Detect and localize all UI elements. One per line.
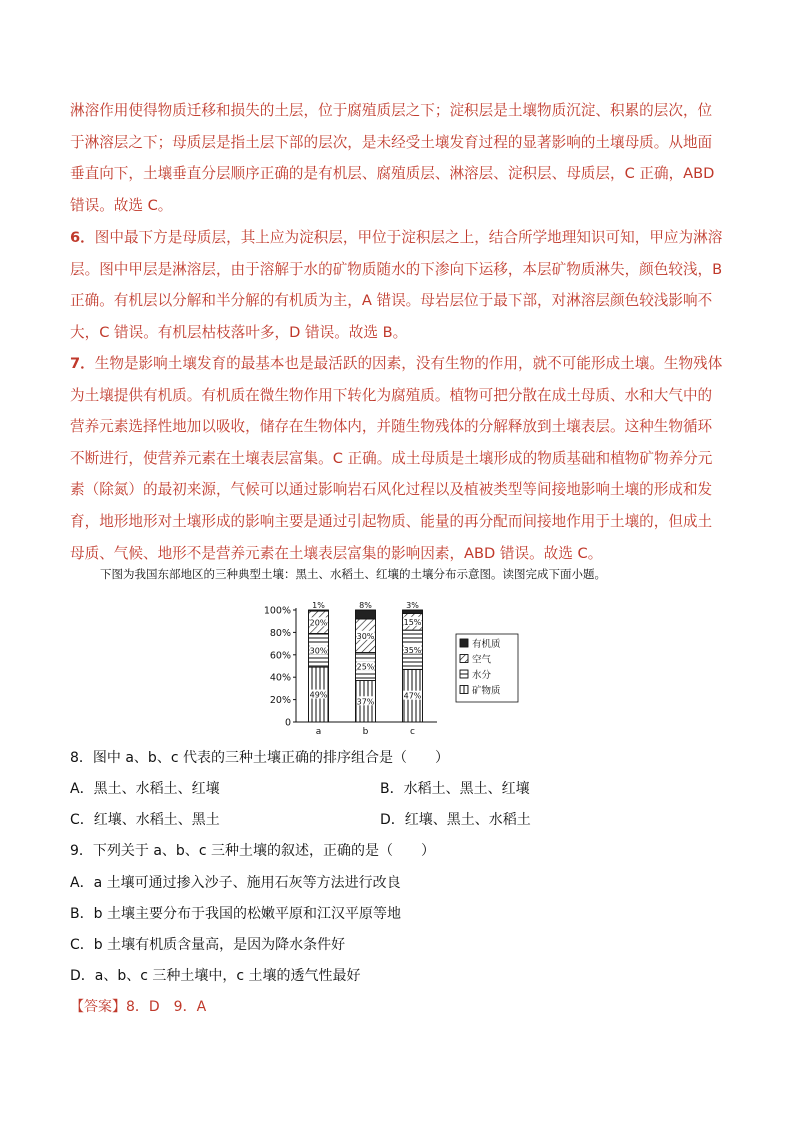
y-tick-label: 40% (269, 672, 291, 684)
question-9-stem: 9．下列关于 a、b、c 三种土壤的叙述，正确的是（ ） (70, 843, 435, 859)
y-tick-label: 60% (269, 650, 291, 662)
figure-intro: 下图为我国东部地区的三种典型土壤：黑土、水稻土、红壤的土壤分布示意图。读图完成下面小题。 (100, 567, 606, 581)
data-label: 49% (309, 690, 328, 700)
data-label: 37% (356, 697, 375, 707)
question-8-option-b[interactable]: B．水稻土、黑土、红壤 (380, 781, 530, 797)
data-label: 20% (309, 618, 328, 628)
legend-swatch (460, 670, 468, 678)
legend-swatch (460, 655, 468, 663)
data-label: 30% (356, 631, 375, 641)
legend-label: 有机质 (472, 639, 501, 650)
data-label: 15% (403, 617, 422, 627)
data-label: 25% (356, 662, 375, 672)
data-label: 47% (403, 691, 422, 701)
question-9-option-c[interactable]: C．b 土壤有机质含量高，是因为降水条件好 (70, 937, 346, 953)
explanation-6-text: 图中最下方是母质层，其上应为淀积层，甲位于淀积层之上，结合所学地理知识可知，甲应为淋溶层。图中甲层是淋溶层，由于溶解于水的矿物质随水的下渗向下运移，本层矿物质淋失，颜色较浅，B 正确。有机层以分解和半分解的有机质为主，A 错误。母岩层位于最下部，对淋溶层颜色较浅影响不大，C 错误。有机层枯枝落叶多，D 错误。故选 B。 (70, 229, 723, 341)
question-8-stem: 8．图中 a、b、c 代表的三种土壤正确的排序组合是（ ） (70, 750, 449, 766)
bar-segment (356, 610, 376, 619)
question-9-option-a[interactable]: A．a 土壤可通过掺入沙子、施用石灰等方法进行改良 (70, 875, 401, 891)
explanation-6 (70, 222, 726, 348)
x-tick-label: b (362, 727, 369, 737)
soil-composition-chart (262, 596, 524, 738)
bar-segment (309, 610, 329, 611)
data-label: 3% (406, 601, 419, 610)
legend-label: 空气 (472, 654, 492, 666)
x-tick-label: a (315, 727, 322, 737)
question-8-option-c[interactable]: C．红壤、水稻土、黑土 (70, 812, 220, 828)
explanation-7 (70, 348, 726, 569)
legend-swatch (460, 686, 468, 694)
x-tick-label: c (410, 727, 415, 737)
y-tick-label: 80% (269, 627, 291, 639)
explanation-5-continued: 淋溶作用使得物质迁移和损失的土层，位于腐殖质层之下；淀积层是土壤物质沉淀、积累的层次，位于淋溶层之下；母质层是指土层下部的层次，是未经受土壤发育过程的显著影响的土壤母质。从地面垂直向下，土壤垂直分层顺序正确的是有机层、腐殖质层、淋溶层、淀积层、母质层，C 正确，ABD 错误。故选 C。 (70, 102, 715, 214)
y-tick-label: 0 (284, 717, 291, 729)
legend-swatch (460, 639, 468, 647)
legend-label: 矿物质 (472, 685, 501, 697)
y-tick-label: 100% (263, 605, 291, 617)
question-9-option-d[interactable]: D．a、b、c 三种土壤中，c 土壤的透气性最好 (70, 968, 361, 984)
data-label: 35% (403, 645, 422, 655)
explanation-6-number: 6． (70, 229, 95, 246)
data-label: 30% (309, 646, 328, 656)
legend-label: 水分 (472, 670, 492, 681)
question-8-option-a[interactable]: A．黑土、水稻土、红壤 (70, 781, 220, 797)
explanation-7-number: 7． (70, 355, 95, 372)
data-label: 8% (359, 601, 372, 610)
answer-line: 【答案】8．D 9．A (70, 999, 207, 1015)
data-label: 1% (312, 601, 325, 610)
explanation-7-text: 生物是影响土壤发育的最基本也是最活跃的因素，没有生物的作用，就不可能形成土壤。生物残体为土壤提供有机质。有机质在微生物作用下转化为腐殖质。植物可把分散在成土母质、水和大气中的营养元素选择性地加以吸收，储存在生物体内，并随生物残体的分解释放到土壤表层。这种生物循环不断进行，使营养元素在土壤表层富集。C 正确。成土母质是土壤形成的物质基础和植物矿物养分元素（除氮）的最初来源，气候可以通过影响岩石风化过程以及植被类型等间接地影响土壤的形成和发育，地形地形对土壤形成的影响主要是通过引起物质、能量的再分配而间接地作用于土壤的，但成土母质、气候、地形不是营养元素在土壤表层富集的影响因素，ABD 错误。故选 C。 (70, 355, 723, 562)
y-tick-label: 20% (269, 695, 291, 707)
bar-segment (403, 610, 423, 613)
question-9-option-b[interactable]: B．b 土壤主要分布于我国的松嫩平原和江汉平原等地 (70, 906, 401, 922)
question-8-option-d[interactable]: D．红壤、黑土、水稻土 (380, 812, 531, 828)
